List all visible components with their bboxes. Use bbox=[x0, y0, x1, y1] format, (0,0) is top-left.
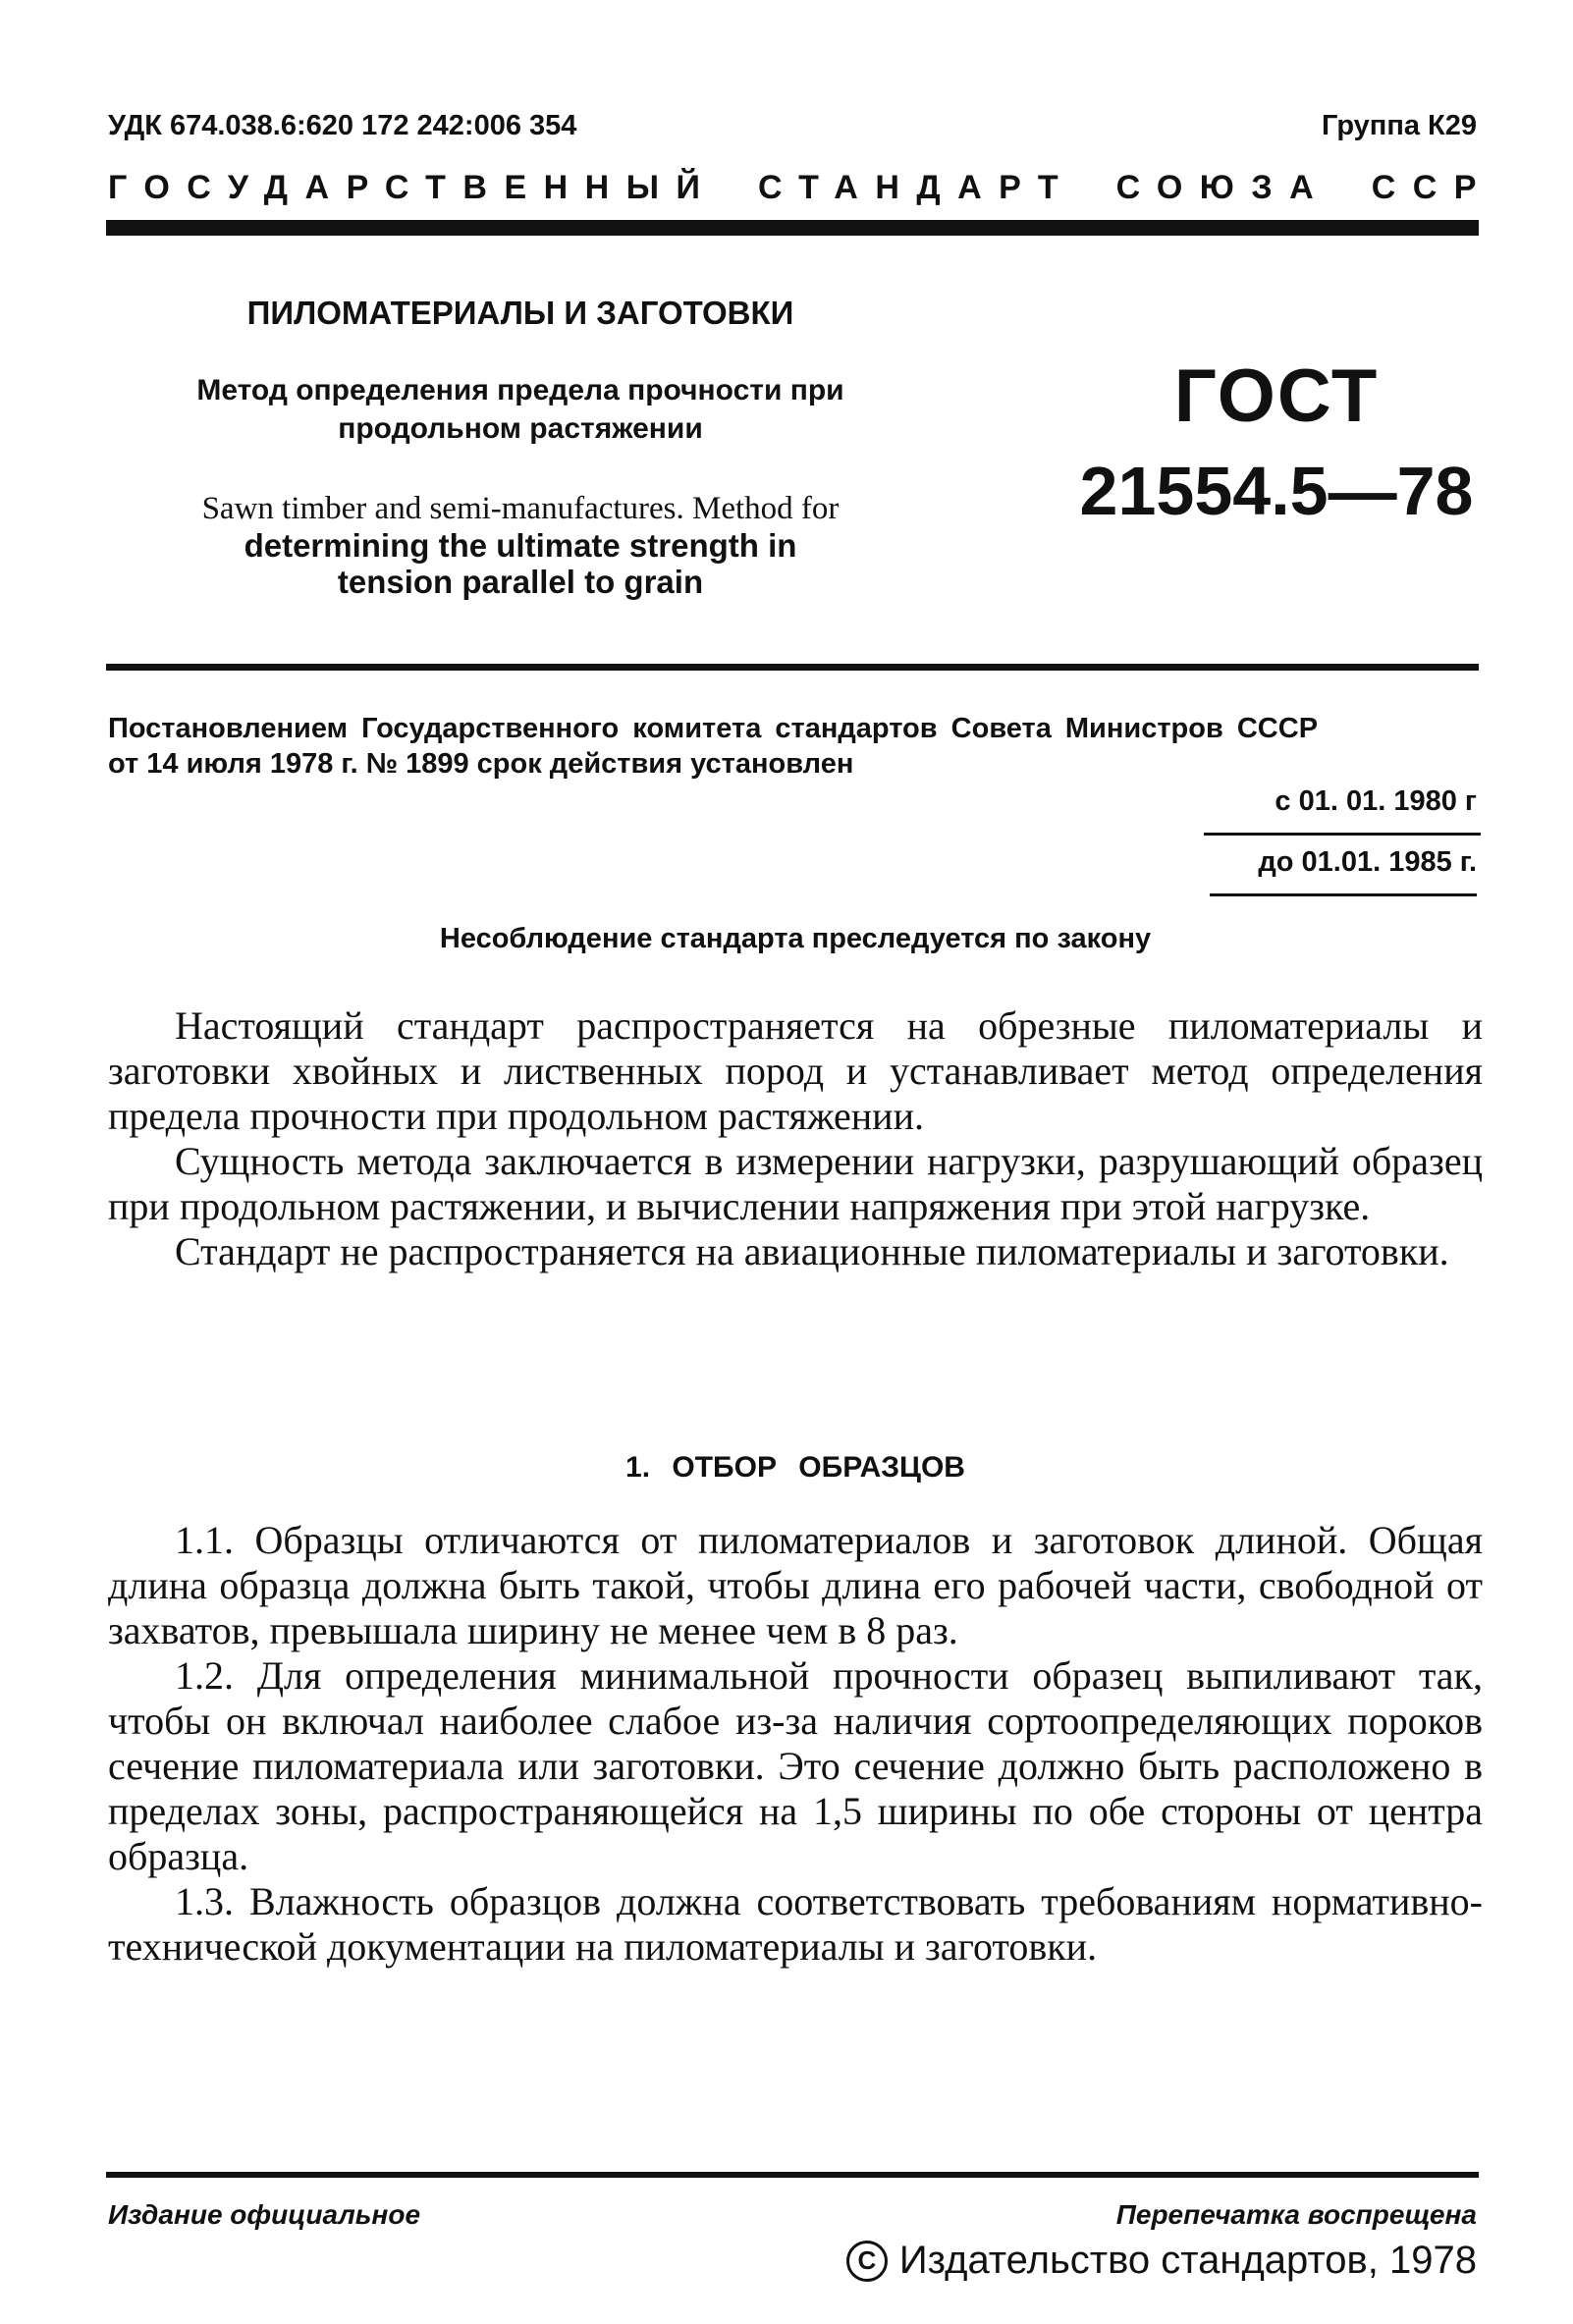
decree-line-2: от 14 июля 1978 г. № 1899 срок действия установлен bbox=[108, 748, 854, 780]
section-1-body bbox=[108, 1518, 1483, 1970]
banner-word-3: СОЮЗА bbox=[1115, 169, 1331, 206]
legal-warning: Несоблюдение стандарта преследуется по закону bbox=[439, 923, 1152, 954]
banner-word-2: СТАНДАРТ bbox=[757, 169, 1076, 206]
clause-1-1: 1.1. Образцы отличаются от пиломатериалов и заготовок длиной. Общая длина образца должна быть такой, чтобы длина его рабочей части, свободной от захватов, превышала ширину не менее чем в 8 раз. bbox=[108, 1518, 1483, 1652]
english-line-3: tension parallel to grain bbox=[337, 564, 704, 600]
gost-number: 21554.5—78 bbox=[1079, 453, 1474, 529]
clause-1-2: 1.2. Для определения минимальной прочности образец выпиливают так, чтобы он включал наиболее слабое из-за наличия сортоопределяющих пороков сечение пиломатериала или заготовки. Это сечение должно быть расположено в пределах зоны, распространяющейся на 1,5 ширины по обе стороны от центра образца. bbox=[108, 1653, 1483, 1878]
effective-from-date: с 01. 01. 1980 г bbox=[1275, 785, 1477, 817]
publisher-name: Издательство стандартов, 1978 bbox=[898, 2239, 1477, 2282]
udk-code: УДК 674.038.6:620 172 242:006 354 bbox=[108, 110, 577, 141]
english-line-1: Sawn timber and semi-manufactures. Method for bbox=[201, 491, 840, 526]
decree-text bbox=[108, 711, 1483, 782]
subtitle-line-2: продольном растяжении bbox=[338, 412, 703, 445]
date-rule-2 bbox=[1210, 893, 1477, 896]
group-code: Группа К29 bbox=[1322, 110, 1477, 141]
english-title bbox=[108, 491, 933, 600]
section-1-heading: 1. ОТБОР ОБРАЗЦОВ bbox=[625, 1451, 965, 1484]
intro-paragraph-3: Стандарт не распространяется на авиационные пиломатериалы и заготовки. bbox=[175, 1229, 1449, 1273]
clause-1-3: 1.3. Влажность образцов должна соответствовать требованиям нормативно-технической документации на пиломатериалы и заготовки. bbox=[108, 1879, 1483, 1969]
publisher-line bbox=[846, 2239, 1477, 2283]
state-standard-banner bbox=[108, 169, 1493, 207]
intro-section bbox=[108, 1003, 1483, 1274]
intro-paragraph-1: Настоящий стандарт распространяется на обрезные пиломатериалы и заготовки хвойных и лиственных пород и устанавливает метод определения предела прочности при продольном растяжении. bbox=[108, 1003, 1483, 1138]
banner-word-4: ССР bbox=[1371, 169, 1493, 206]
effective-to-date: до 01.01. 1985 г. bbox=[1258, 846, 1477, 878]
english-line-2: determining the ultimate strength in bbox=[244, 527, 797, 564]
copyright-icon: C bbox=[846, 2241, 888, 2282]
intro-paragraph-2: Сущность метода заключается в измерении нагрузки, разрушающий образец при продольном растяжении, и вычислении напряжения при этой нагрузке. bbox=[108, 1139, 1483, 1228]
document-subtitle bbox=[108, 371, 933, 448]
document-title: ПИЛОМАТЕРИАЛЫ И ЗАГОТОВКИ bbox=[246, 295, 794, 331]
decree-line-1 bbox=[108, 711, 1483, 746]
subtitle-line-1: Метод определения предела прочности при bbox=[196, 374, 844, 406]
banner-word-1: ГОСУДАРСТВЕННЫЙ bbox=[108, 169, 718, 206]
footer-rule bbox=[106, 2172, 1479, 2178]
decree-line-1-text: Постановлением Государственного комитета стандартов Совета Министров СССР bbox=[108, 713, 1319, 744]
title-rule bbox=[106, 664, 1479, 671]
reprint-prohibited-label: Перепечатка воспрещена bbox=[1115, 2199, 1477, 2230]
official-edition-label: Издание официальное bbox=[108, 2199, 421, 2230]
header-rule bbox=[106, 220, 1479, 236]
date-rule-1 bbox=[1204, 833, 1481, 836]
gost-label: ГОСТ bbox=[1173, 354, 1380, 438]
